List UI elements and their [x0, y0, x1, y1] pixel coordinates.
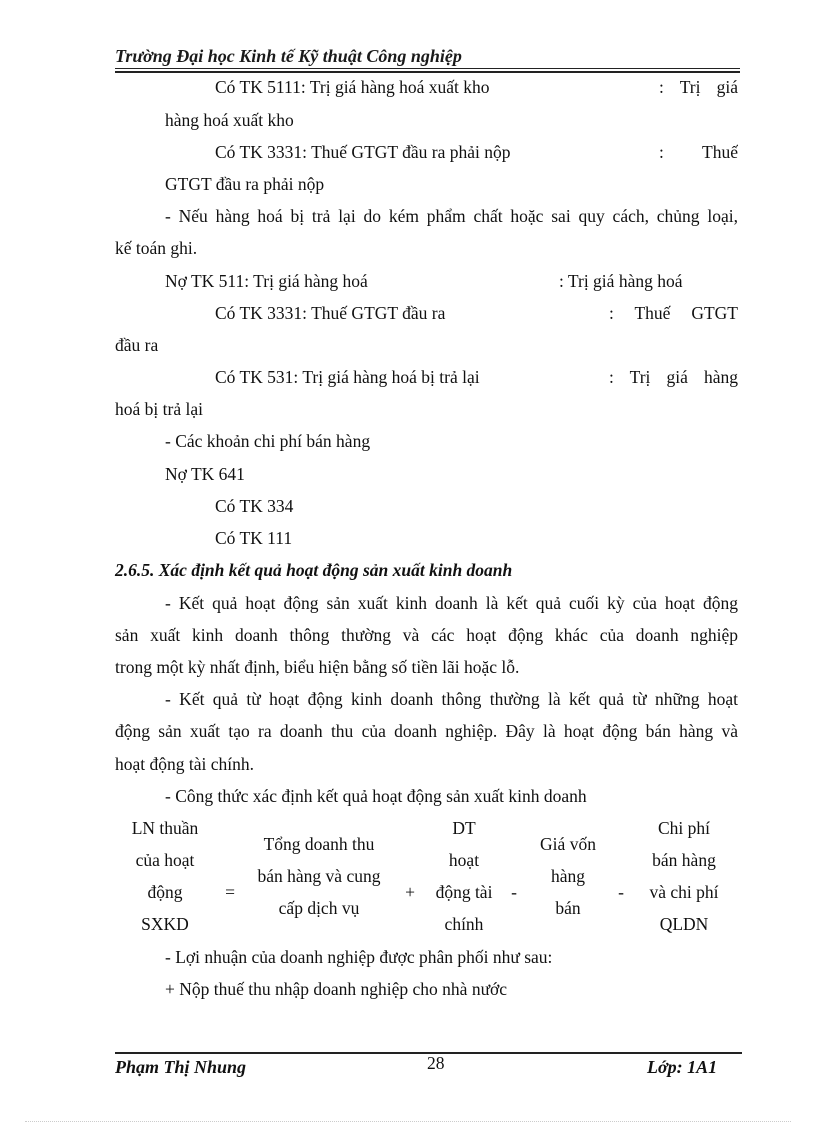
entry-line-right: : Trị giá hàng [609, 367, 738, 387]
header-rule [115, 68, 740, 69]
section-heading: 2.6.5. Xác định kết quả hoạt động sản xuất kinh doanh [115, 560, 513, 580]
paragraph-line: hoạt động tài chính. [115, 754, 255, 774]
footer-author: Phạm Thị Nhung [115, 1057, 247, 1077]
entry-line-right: : Trị giá hàng hoá [559, 271, 683, 291]
formula-minus: - [511, 882, 517, 902]
page-number: 28 [427, 1053, 445, 1073]
paragraph-line: - Lợi nhuận của doanh nghiệp được phân phối như sau: [165, 947, 553, 967]
formula-cost-of-goods: Giá vốn hàng bán [540, 834, 596, 918]
entry-line: đầu ra [115, 335, 159, 355]
header-rule-thick [115, 71, 740, 73]
page-bottom-edge [25, 1121, 791, 1122]
entry-line: GTGT đầu ra phải nộp [165, 174, 325, 194]
entry-line: Có TK 531: Trị giá hàng hoá bị trả lại [215, 367, 480, 387]
paragraph-line: kế toán ghi. [115, 238, 198, 258]
page-header-title: Trường Đại học Kinh tế Kỹ thuật Công nghiệp [115, 46, 462, 66]
paragraph-line: + Nộp thuế thu nhập doanh nghiệp cho nhà nước [165, 979, 508, 999]
entry-line: Nợ TK 641 [165, 464, 245, 484]
paragraph-line: - Các khoản chi phí bán hàng [165, 431, 371, 451]
entry-line-right: : Trị giá [659, 77, 738, 97]
entry-line: Nợ TK 511: Trị giá hàng hoá [165, 271, 368, 291]
entry-line: hoá bị trả lại [115, 399, 203, 419]
entry-line-right: : Thuế GTGT [609, 303, 738, 323]
formula-plus: + [405, 882, 415, 902]
paragraph-line: - Nếu hàng hoá bị trả lại do kém phẩm chất hoặc sai quy cách, chủng loại, [165, 206, 738, 226]
entry-line: Có TK 5111: Trị giá hàng hoá xuất kho [215, 77, 490, 97]
entry-line: Có TK 334 [215, 496, 294, 516]
formula-total-revenue: Tổng doanh thu bán hàng và cung cấp dịch vụ [257, 834, 381, 918]
entry-line-right: : Thuế [659, 142, 738, 162]
footer-class: Lớp: 1A1 [647, 1057, 718, 1077]
paragraph-line: động sản xuất tạo ra doanh thu của doanh nghiệp. Đây là hoạt động bán hàng và [115, 721, 738, 741]
entry-line: Có TK 3331: Thuế GTGT đầu ra [215, 303, 446, 323]
paragraph-line: - Công thức xác định kết quả hoạt động sản xuất kinh doanh [165, 786, 587, 806]
paragraph-line: sản xuất kinh doanh thông thường và các hoạt động khác của doanh nghiệp [115, 625, 738, 645]
formula-net-profit: LN thuần của hoạt động SXKD [131, 818, 199, 934]
formula-equals: = [225, 882, 235, 902]
entry-line: Có TK 111 [215, 528, 293, 548]
entry-line: hàng hoá xuất kho [165, 110, 294, 130]
formula-financial-revenue: DT hoạt động tài chính [435, 818, 493, 934]
paragraph-line: - Kết quả từ hoạt động kinh doanh thông thường là kết quả từ những hoạt [165, 689, 738, 709]
paragraph-line: trong một kỳ nhất định, biểu hiện bằng số tiền lãi hoặc lỗ. [115, 657, 520, 677]
entry-line: Có TK 3331: Thuế GTGT đầu ra phải nộp [215, 142, 511, 162]
formula-expenses: Chi phí bán hàng và chi phí QLDN [649, 818, 719, 934]
paragraph-line: - Kết quả hoạt động sản xuất kinh doanh là kết quả cuối kỳ của hoạt động [165, 593, 738, 613]
formula-minus: - [618, 882, 624, 902]
